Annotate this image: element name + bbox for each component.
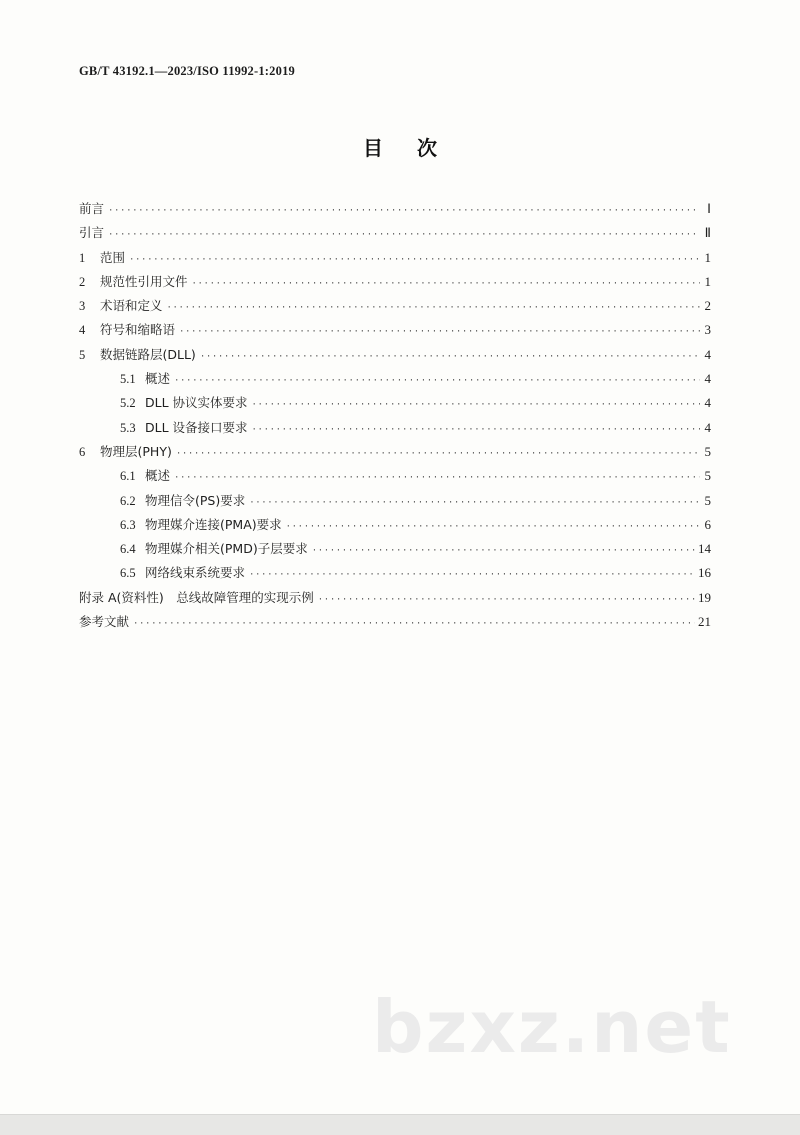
toc-entry[interactable] xyxy=(79,199,711,223)
toc-entry-label: 引言 xyxy=(79,225,105,241)
toc-entry-number: 6.4 xyxy=(120,542,136,557)
toc-dot-leader xyxy=(174,474,700,483)
toc-entry[interactable] xyxy=(79,223,711,247)
toc-dot-leader xyxy=(200,353,700,362)
toc-entry-number: 6 xyxy=(79,444,86,459)
toc-entry-label: 物理媒介连接(PMA)要求 xyxy=(145,516,282,532)
watermark: bzxz.net xyxy=(372,985,732,1069)
toc-entry[interactable] xyxy=(79,393,711,417)
toc-entry-page: 14 xyxy=(698,541,711,557)
toc-entry-page: 4 xyxy=(704,346,711,362)
toc-entry-page: 1 xyxy=(704,273,711,289)
toc-entry-page: 21 xyxy=(698,614,711,630)
toc-entry-page: 2 xyxy=(704,298,711,314)
toc-entry-page: 4 xyxy=(704,419,711,435)
toc-entry-label: 数据链路层(DLL) xyxy=(100,346,196,362)
toc-entry-number: 2 xyxy=(79,274,86,289)
toc-entry[interactable] xyxy=(79,320,711,344)
toc-dot-leader xyxy=(192,280,700,289)
toc-entry-label: 物理信令(PS)要求 xyxy=(145,492,246,508)
toc-entry[interactable] xyxy=(79,345,711,369)
toc-entry-number: 6.3 xyxy=(120,517,136,532)
toc-entry-label: 物理媒介相关(PMD)子层要求 xyxy=(145,541,308,557)
toc-dot-leader xyxy=(133,620,695,629)
toc-entry[interactable] xyxy=(79,539,711,563)
toc-dot-leader xyxy=(249,499,700,508)
viewer-bottom-strip xyxy=(0,1114,800,1135)
toc-entry-number: 6.2 xyxy=(120,493,136,508)
toc-entry-label: 网络线束系统要求 xyxy=(145,565,246,581)
toc-dot-leader xyxy=(176,450,700,459)
toc-entry[interactable] xyxy=(79,588,711,612)
toc-entry-label: 术语和定义 xyxy=(100,298,163,314)
standard-number: GB/T 43192.1—2023/ISO 11992-1:2019 xyxy=(79,64,295,78)
toc-dot-leader xyxy=(108,207,700,216)
toc-entry-label: 前言 xyxy=(79,201,105,216)
toc-dot-leader xyxy=(312,547,695,556)
toc-entry[interactable] xyxy=(79,272,711,296)
toc-entry-number: 5 xyxy=(79,347,86,362)
toc-entry-label: 概述 xyxy=(145,468,171,484)
toc-entry[interactable] xyxy=(79,369,711,393)
toc-dot-leader xyxy=(318,596,695,605)
toc-entry-page: 1 xyxy=(704,249,711,265)
toc-entry-page: 16 xyxy=(698,565,711,581)
toc-entry-page: Ⅰ xyxy=(707,201,711,216)
toc-entry-page: 6 xyxy=(704,516,711,532)
toc-entry-number: 5.2 xyxy=(120,396,136,411)
toc-entry-page: 4 xyxy=(704,371,711,387)
toc-entry[interactable] xyxy=(79,563,711,587)
toc-entry-number: 1 xyxy=(79,250,86,265)
toc-dot-leader xyxy=(249,571,695,580)
toc-entry[interactable] xyxy=(79,466,711,490)
toc-entry-number: 3 xyxy=(79,299,86,314)
toc-entry-label: DLL 协议实体要求 xyxy=(145,395,248,411)
toc-entry[interactable] xyxy=(79,442,711,466)
toc-dot-leader xyxy=(286,523,700,532)
toc-entry-page: 3 xyxy=(704,322,711,338)
toc-entry-number: 4 xyxy=(79,323,86,338)
toc-entry-label: 概述 xyxy=(145,371,171,387)
toc-entry-label: 附录 A(资料性) 总线故障管理的实现示例 xyxy=(79,589,314,605)
toc-entry-label: 符号和缩略语 xyxy=(100,322,176,338)
toc-entry-label: 范围 xyxy=(100,249,126,265)
toc-entry[interactable] xyxy=(79,491,711,515)
toc-dot-leader xyxy=(108,231,700,240)
toc-entry-label: 规范性引用文件 xyxy=(100,273,188,289)
toc-entry-label: DLL 设备接口要求 xyxy=(145,419,248,435)
toc-entry-number: 6.5 xyxy=(120,566,136,581)
toc-dot-leader xyxy=(167,304,700,313)
toc-dot-leader xyxy=(179,328,700,337)
toc-entry[interactable] xyxy=(79,515,711,539)
toc-title: 目次 xyxy=(363,136,471,160)
toc-entry[interactable] xyxy=(79,248,711,272)
toc-entry-page: 5 xyxy=(704,468,711,484)
toc-entry[interactable] xyxy=(79,612,711,636)
toc-entry-page: Ⅱ xyxy=(704,225,711,241)
toc-entry-label: 物理层(PHY) xyxy=(100,443,172,459)
toc-entry-page: 5 xyxy=(704,443,711,459)
toc-entry-number: 5.3 xyxy=(120,420,136,435)
toc-dot-leader xyxy=(174,377,700,386)
toc-entry-page: 4 xyxy=(704,395,711,411)
toc-entry-page: 19 xyxy=(698,589,711,605)
toc-entry-number: 5.1 xyxy=(120,372,136,387)
toc-dot-leader xyxy=(252,401,700,410)
toc-entry-page: 5 xyxy=(704,492,711,508)
toc-dot-leader xyxy=(129,256,700,265)
toc-entry-number: 6.1 xyxy=(120,469,136,484)
toc-entry-label: 参考文献 xyxy=(79,614,130,630)
table-of-contents xyxy=(79,199,711,636)
toc-entry[interactable] xyxy=(79,296,711,320)
toc-dot-leader xyxy=(252,426,700,435)
toc-entry[interactable] xyxy=(79,418,711,442)
